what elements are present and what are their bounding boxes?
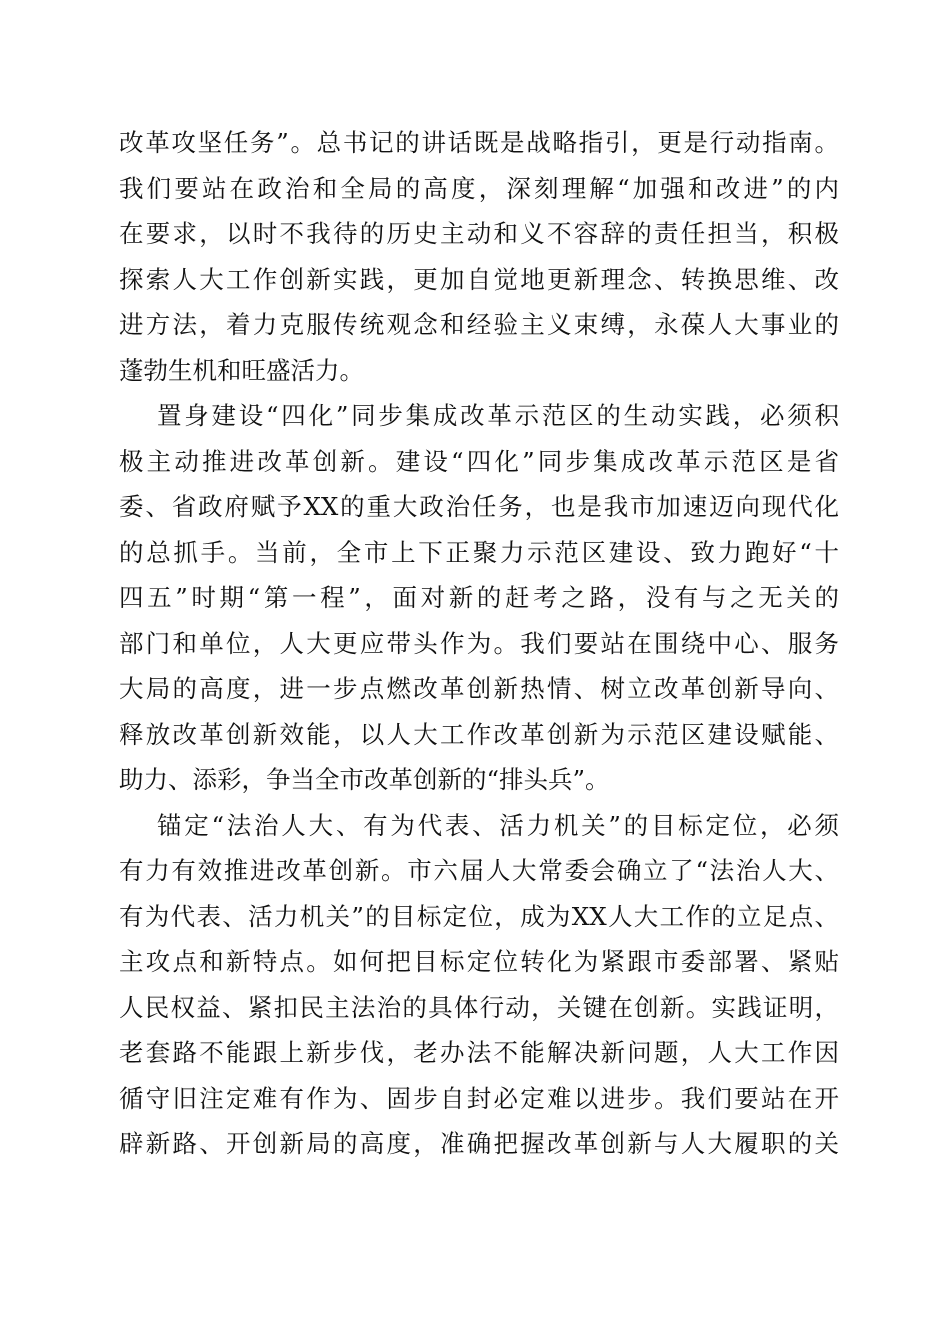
text-line: 进方法，着力克服传统观念和经验主义束缚，永葆人大事业的 [119,310,839,339]
text-line: 我们要站在政治和全局的高度，深刻理解“加强和改进”的内 [119,173,839,203]
text-line: 四五”时期“第一程”，面对新的赶考之路，没有与之无关的 [119,583,839,612]
text-line: 委、省政府赋予XX的重大政治任务，也是我市加速迈向现代化 [119,492,839,521]
text-line: 老套路不能跟上新步伐，老办法不能解决新问题，人大工作因 [119,1038,839,1067]
text-line: 探索人大工作创新实践，更加自觉地更新理念、转换思维、改 [119,264,839,294]
paragraph-start-line: 锚定“法治人大、有为代表、活力机关”的目标定位，必须 [157,810,839,840]
text-line: 主攻点和新特点。如何把目标定位转化为紧跟市委部署、紧贴 [119,947,839,976]
text-line: 有力有效推进改革创新。市六届人大常委会确立了“法治人大、 [119,856,839,885]
text-line: 部门和单位，人大更应带头作为。我们要站在围绕中心、服务 [119,628,839,658]
text-line: 大局的高度，进一步点燃改革创新热情、树立改革创新导向、 [119,674,839,703]
text-line: 助力、添彩，争当全市改革创新的“排头兵”。 [119,765,610,794]
text-line: 改革攻坚任务”。总书记的讲话既是战略指引，更是行动指南。 [119,128,839,157]
text-line: 循守旧注定难有作为、固步自封必定难以进步。我们要站在开 [119,1083,839,1113]
text-line: 在要求，以时不我待的历史主动和义不容辞的责任担当，积极 [119,219,839,248]
text-line: 释放改革创新效能，以人大工作改革创新为示范区建设赋能、 [119,719,839,749]
text-line: 蓬勃生机和旺盛活力。 [119,355,364,385]
text-line: 极主动推进改革创新。建设“四化”同步集成改革示范区是省 [119,446,839,476]
text-line: 辟新路、开创新局的高度，准确把握改革创新与人大履职的关 [119,1129,839,1158]
body-text [119,120,839,1167]
text-line: 人民权益、紧扣民主法治的具体行动，关键在创新。实践证明， [119,992,839,1022]
text-line: 有为代表、活力机关”的目标定位，成为XX人大工作的立足点、 [119,901,839,931]
paragraph-start-line: 置身建设“四化”同步集成改革示范区的生动实践，必须积 [157,401,839,430]
text-line: 的总抓手。当前，全市上下正聚力示范区建设、致力跑好“十 [119,537,839,567]
